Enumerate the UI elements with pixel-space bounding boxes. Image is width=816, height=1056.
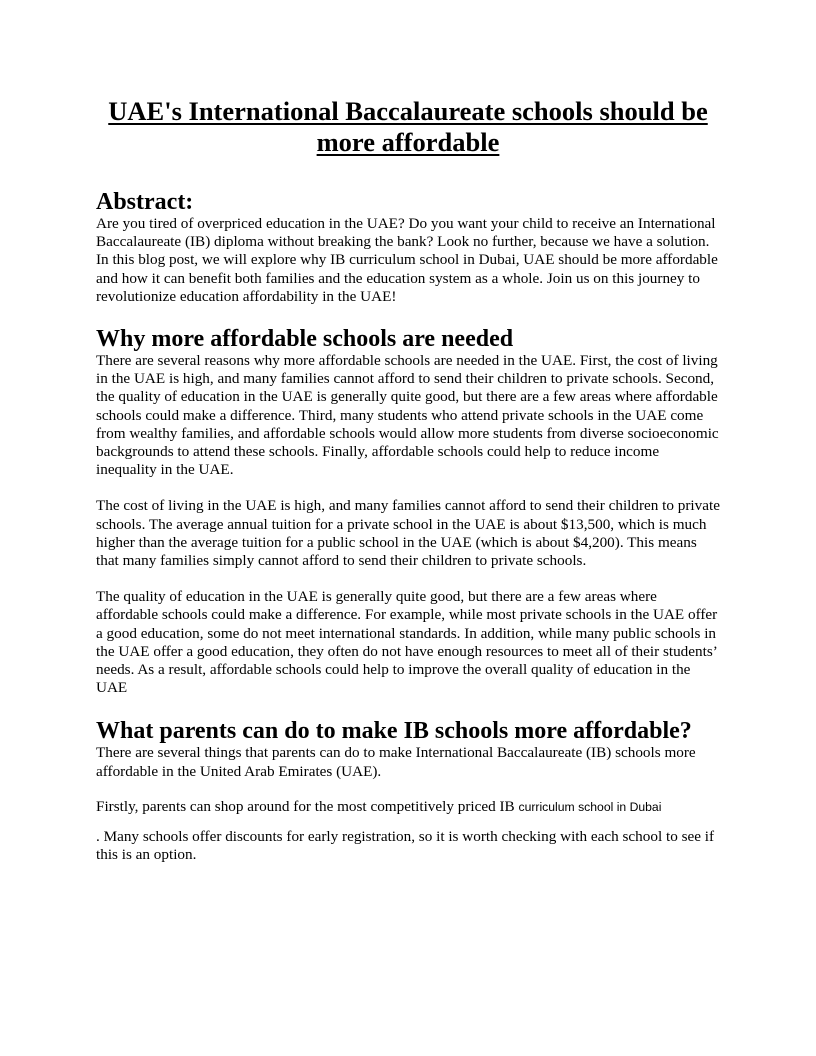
section-heading-why-affordable: Why more affordable schools are needed xyxy=(96,326,514,353)
section-heading-what-parents-can-do: What parents can do to make IB schools more affordable? xyxy=(96,718,692,745)
document-page xyxy=(96,96,720,864)
paragraph-reasons: There are several reasons why more affordable schools are needed in the UAE. First, the cost of living in the UAE is high, and many families cannot afford to send their children to private schools. Second, the quality of education in the UAE is generally quite good, but there are a few areas where affordable schools could make a difference. Third, many students who attend private schools in the UAE come from wealthy families, and affordable schools would allow more students from diverse socioeconomic backgrounds to attend these schools. Finally, affordable schools could help to reduce income inequality in the UAE. xyxy=(96,352,719,479)
paragraph-quality-of-education: The quality of education in the UAE is generally quite good, but there are a few areas where affordable schools could make a difference. For example, while most private schools in the UAE offer a good education, some do not meet international standards. In addition, while many public schools in the UAE offer a good education, they often do not have enough resources to meet all of their students’ needs. As a result, affordable schools could help to improve the overall quality of education in the UAE xyxy=(96,588,718,697)
document-title xyxy=(96,96,720,158)
paragraph-cost-of-living: The cost of living in the UAE is high, and many families cannot afford to send their children to private schools. The average annual tuition for a private school in the UAE is about $13,500, which is much higher than the average tuition for a public school in the UAE (which is about $4,200). This means that many families simply cannot afford to send their children to private schools. xyxy=(96,497,720,570)
paragraph-parents-intro: There are several things that parents can do to make International Baccalaureate (IB) schools more affordable in the United Arab Emirates (UAE). xyxy=(96,744,696,780)
abstract-paragraph: Are you tired of overpriced education in the UAE? Do you want your child to receive an International Baccalaureate (IB) diploma without breaking the bank? Look no further, because we have a solution. In this blog post, we will explore why IB curriculum school in Dubai, UAE should be more affordable and how it can benefit both families and the education system as a whole. Join us on this journey to revolutionize education affordability in the UAE! xyxy=(96,215,718,305)
title-line-2: more affordable xyxy=(316,127,500,157)
inline-school-phrase: curriculum school in Dubai xyxy=(518,799,662,814)
paragraph-continuation: . Many schools offer discounts for early registration, so it is worth checking with each school to see if this is an option. xyxy=(96,828,715,864)
paragraph-firstly xyxy=(96,798,720,816)
abstract-heading: Abstract: xyxy=(96,189,194,215)
firstly-text: Firstly, parents can shop around for the most competitively priced IB xyxy=(96,797,519,815)
title-line-1: UAE's International Baccalaureate schools should be xyxy=(108,96,708,126)
